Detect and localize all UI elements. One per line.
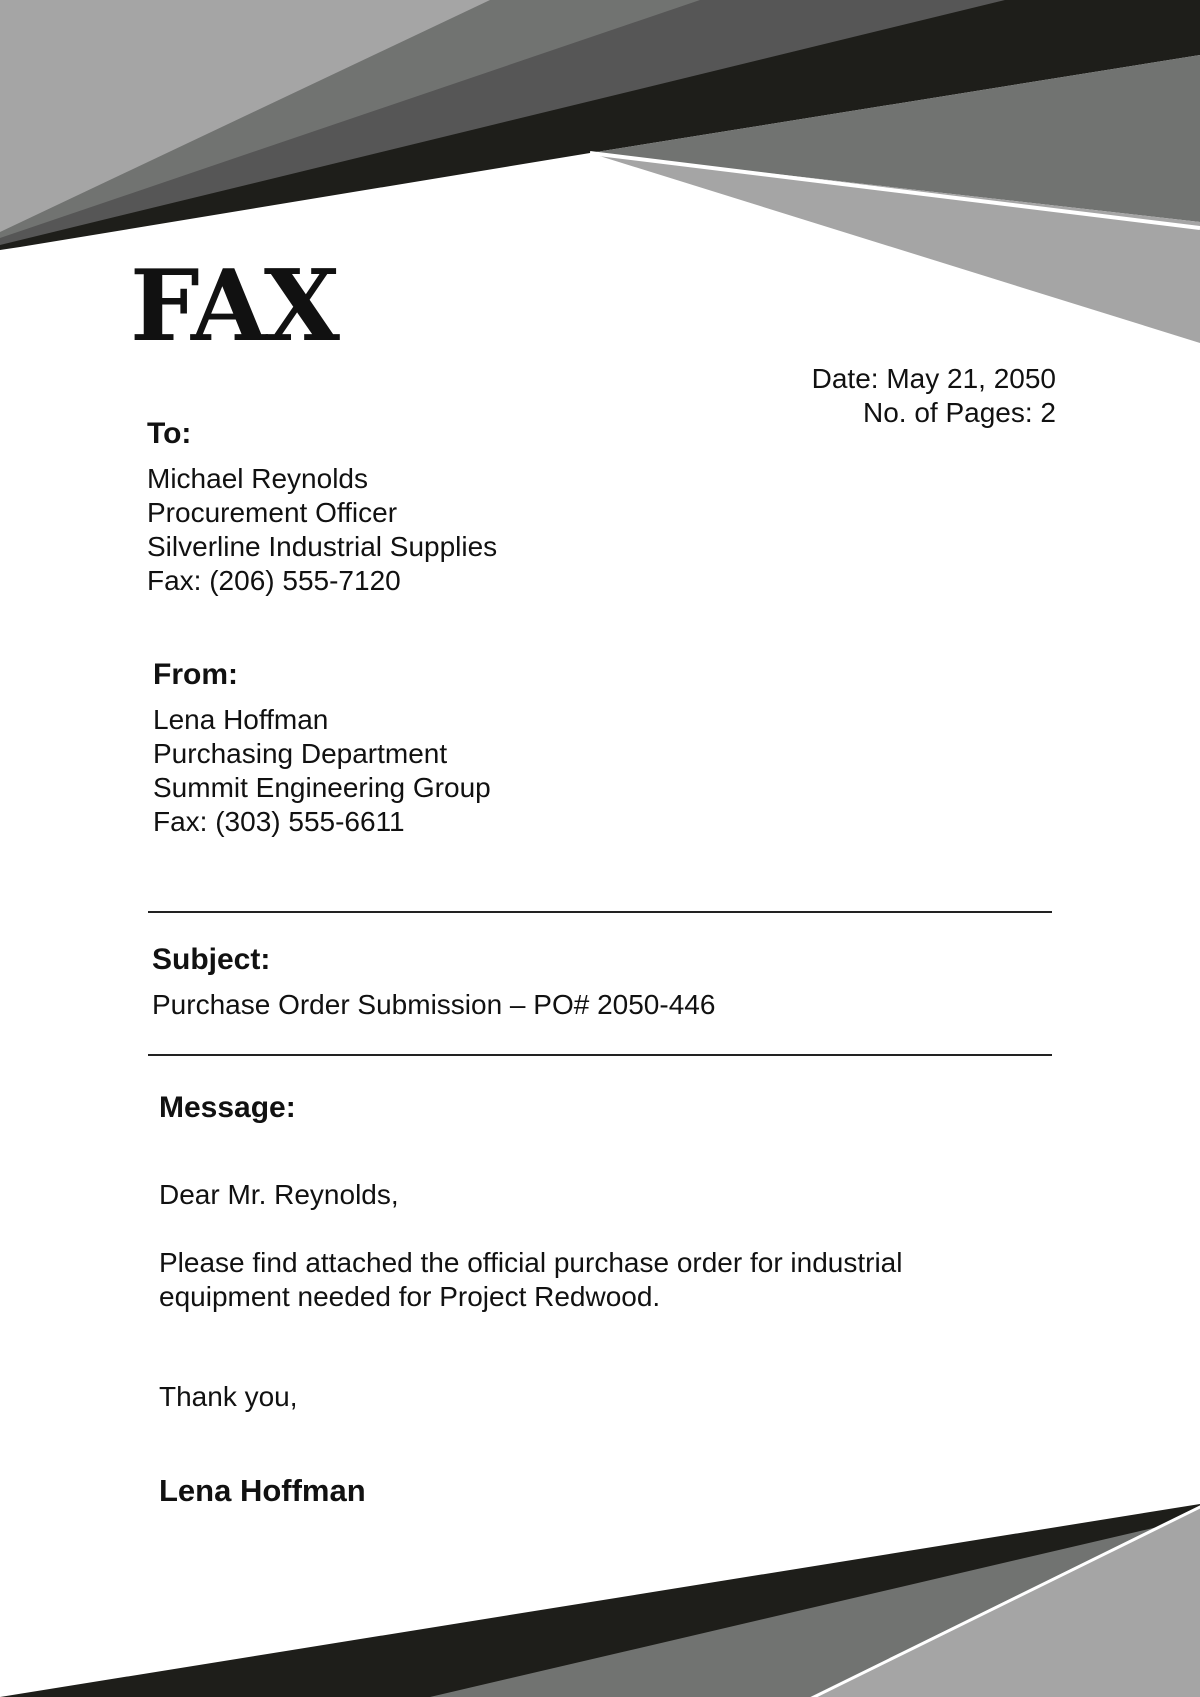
message-closing: Thank you, [159,1381,298,1412]
message-salutation: Dear Mr. Reynolds, [159,1179,399,1210]
subject-bottom-divider [148,1054,1052,1056]
fax-page-count: No. of Pages: 2 [862,397,1056,428]
recipient-company: Silverline Industrial Supplies [147,531,498,562]
message-body: Please find attached the official purchase order for industrial equipment needed for Project Redwood. [159,1247,903,1312]
fax-meta [812,362,1056,430]
sender-company: Summit Engineering Group [153,772,491,803]
sender-fax: Fax: (303) 555-6611 [153,806,405,837]
message-label: Message: [159,1091,296,1124]
fax-date: Date: May 21, 2050 [811,363,1056,394]
sender-name: Lena Hoffman [153,704,329,735]
subject-block [152,942,715,1022]
subject-top-divider [148,911,1052,913]
bottom-decorative-banner [0,1490,1200,1697]
subject-label: Subject: [152,943,271,976]
recipient-role: Procurement Officer [147,497,398,528]
fax-title: FAX [130,249,337,364]
sender-department: Purchasing Department [153,738,448,769]
recipient-fax: Fax: (206) 555-7120 [147,565,401,596]
subject-text: Purchase Order Submission – PO# 2050-446 [152,989,716,1020]
recipient-block [147,416,497,598]
recipient-name: Michael Reynolds [147,463,368,494]
sender-label: From: [153,658,238,691]
sender-block [153,657,491,839]
recipient-label: To: [147,417,192,450]
signature-name: Lena Hoffman [159,1473,366,1508]
